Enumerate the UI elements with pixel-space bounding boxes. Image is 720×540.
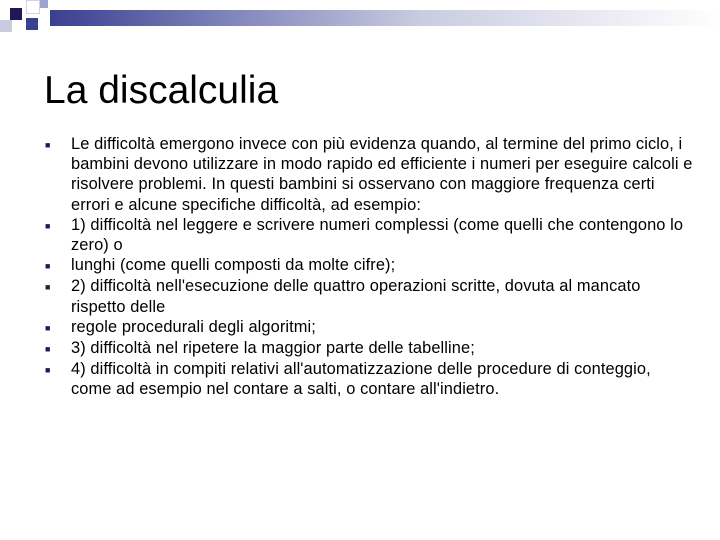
- bullet-item: [45, 359, 695, 399]
- bullet-item: [45, 276, 695, 316]
- blue-square-icon: [26, 18, 38, 30]
- bullet-item: [45, 215, 695, 255]
- pale-square-icon: [40, 0, 48, 8]
- bullet-item: [45, 255, 695, 276]
- square-bullet-icon: ■: [45, 365, 51, 376]
- square-bullet-icon: ■: [45, 322, 51, 333]
- header-gradient-bar: [50, 10, 720, 26]
- bullet-text: regole procedurali degli algoritmi;: [71, 317, 316, 336]
- square-bullet-icon: ■: [45, 261, 51, 272]
- square-bullet-icon: ■: [45, 220, 51, 231]
- bullet-list: [45, 134, 695, 400]
- bullet-text: 4) difficoltà in compiti relativi all'automatizzazione delle procedure di conteggio, come ad esempio nel contare a salti, o contare all'indietro.: [71, 360, 651, 399]
- dark-square-icon: [10, 8, 22, 20]
- bullet-item: [45, 338, 695, 359]
- square-bullet-icon: ■: [45, 344, 51, 355]
- white-square-icon: [26, 0, 40, 14]
- bullet-text: 3) difficoltà nel ripetere la maggior parte delle tabelline;: [71, 339, 475, 358]
- bullet-text: Le difficoltà emergono invece con più evidenza quando, al termine del primo ciclo, i bambini devono utilizzare in modo rapido ed efficiente i numeri per eseguire calcoli e risolvere problemi. In questi bambini si osservano con maggiore frequenza certi errori e alcune specifiche difficoltà, ad esempio:: [71, 135, 693, 214]
- bullet-text: 2) difficoltà nell'esecuzione delle quattro operazioni scritte, dovuta al mancato rispetto delle: [71, 277, 641, 316]
- bullet-text: lunghi (come quelli composti da molte cifre);: [71, 256, 396, 275]
- bullet-item: [45, 134, 695, 215]
- slide-title: La discalculia: [44, 69, 279, 112]
- light-square-icon: [0, 20, 12, 32]
- bullet-text: 1) difficoltà nel leggere e scrivere numeri complessi (come quelli che contengono lo zero) o: [71, 215, 684, 255]
- square-bullet-icon: ■: [45, 282, 51, 293]
- bullet-item: [45, 317, 695, 338]
- square-bullet-icon: ■: [45, 140, 51, 150]
